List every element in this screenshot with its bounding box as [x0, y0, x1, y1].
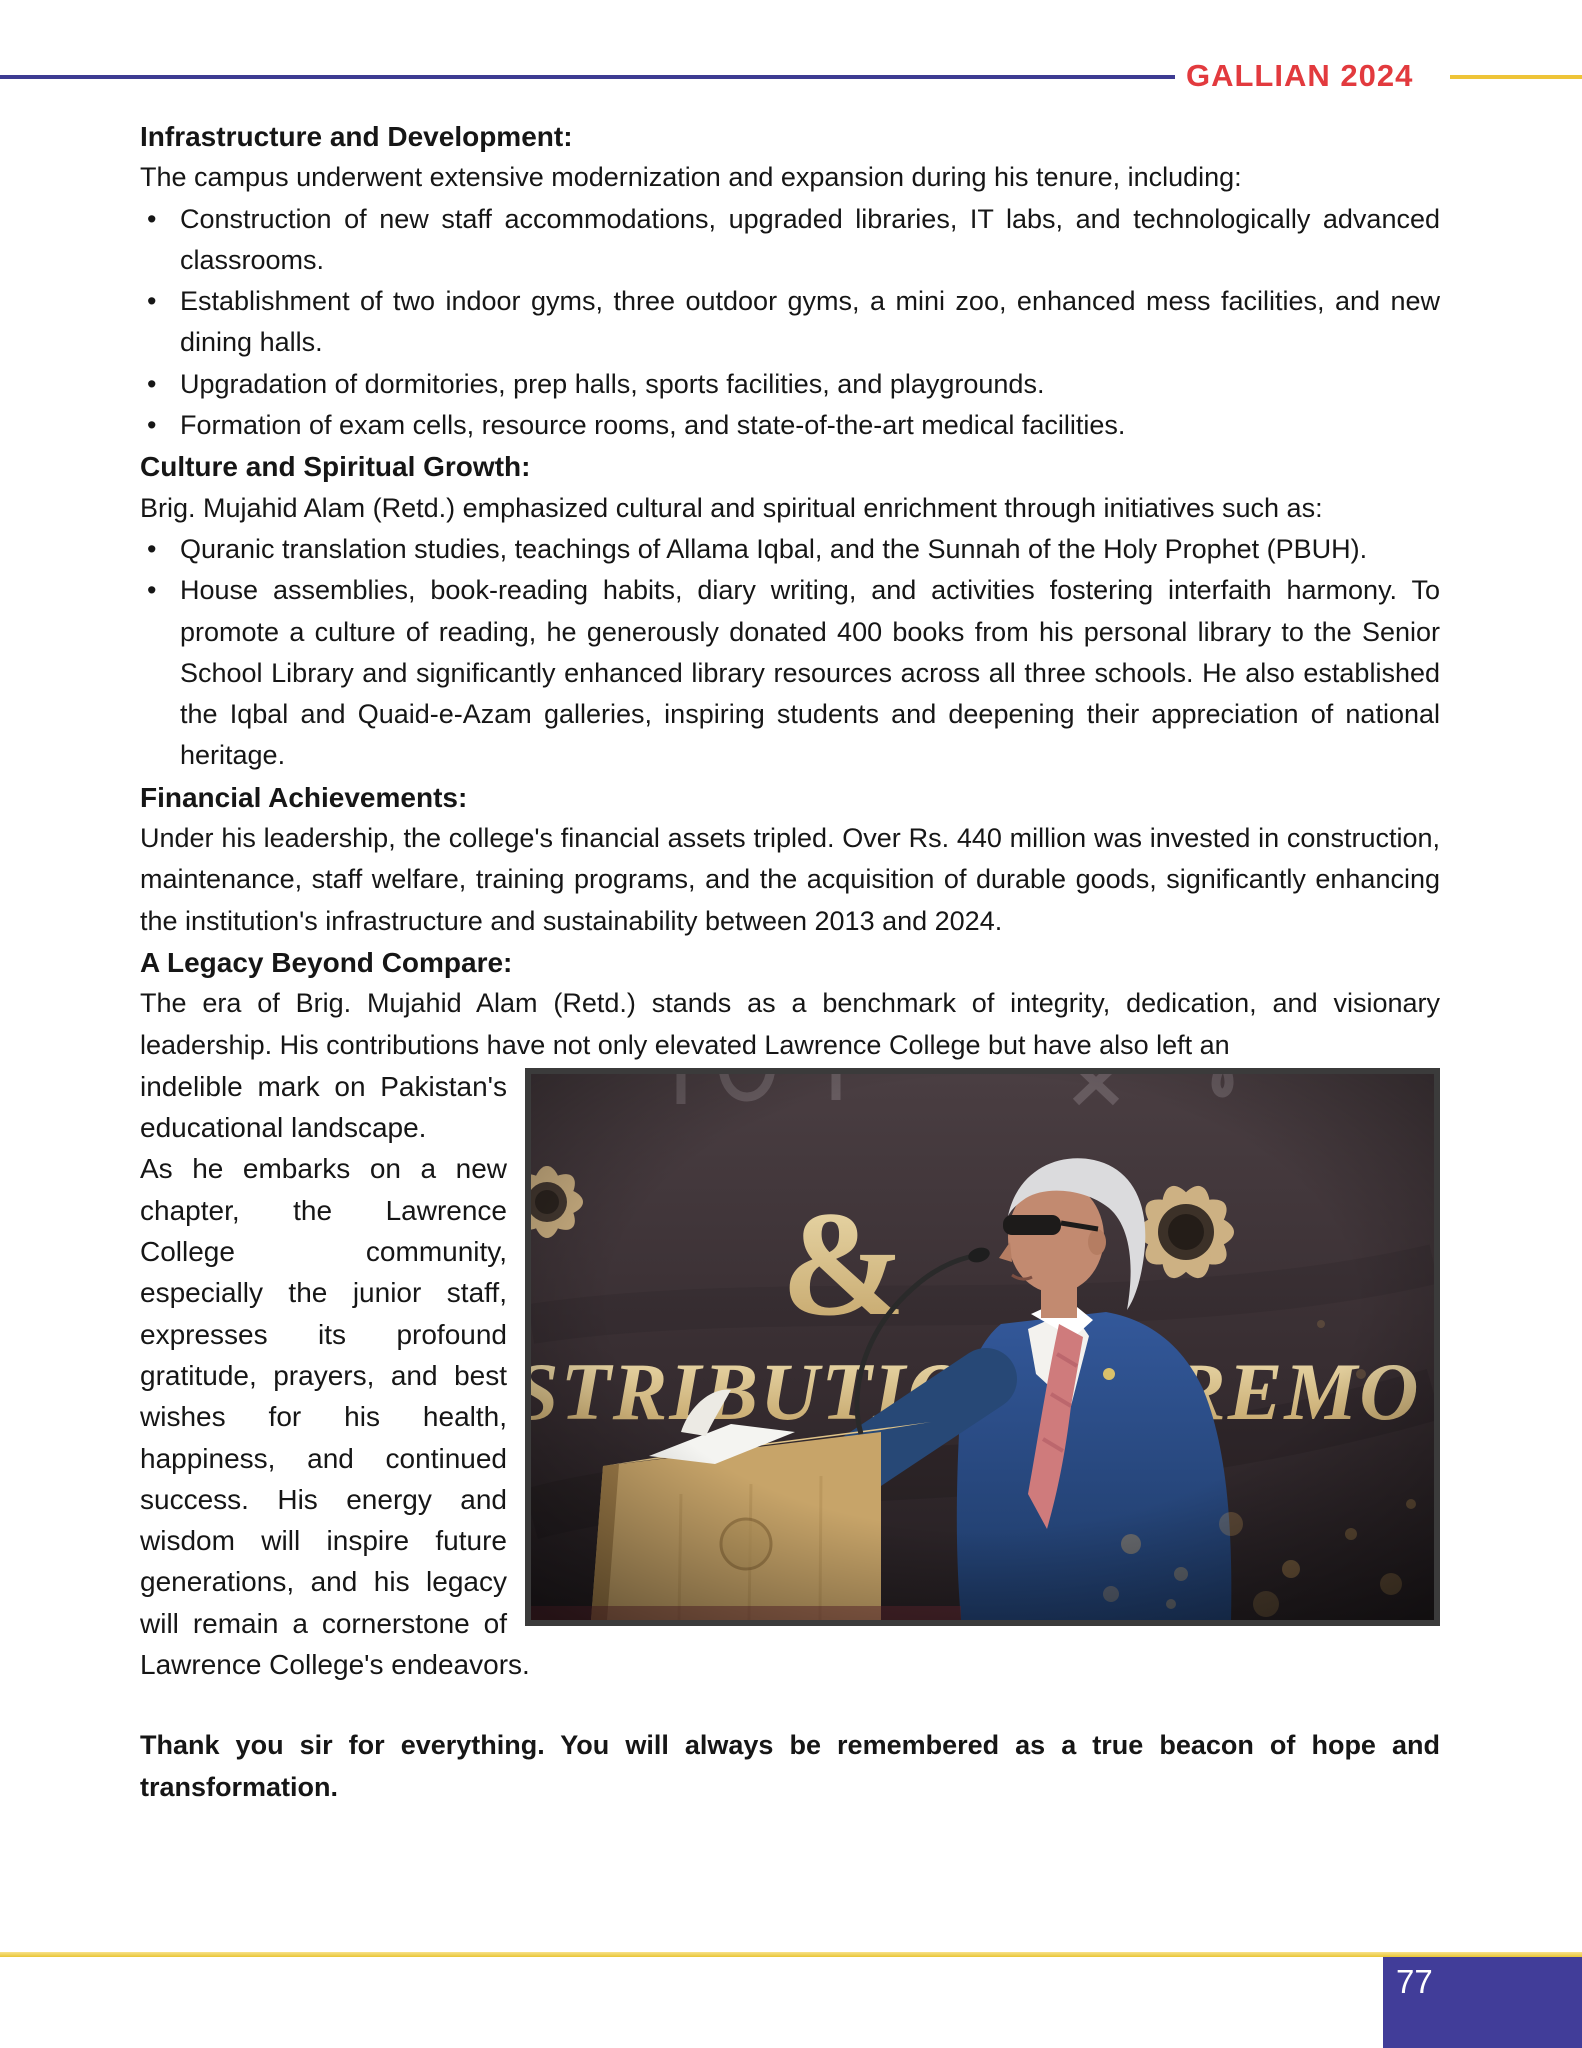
bullet-icon: •	[147, 286, 157, 317]
ceremony-photo-graphic	[531, 1074, 1434, 1620]
section-intro-culture: Brig. Mujahid Alam (Retd.) emphasized cultural and spiritual enrichment through initiatives such as:	[140, 492, 1323, 523]
list-item	[140, 281, 1440, 364]
header-rule-blue	[0, 75, 1175, 79]
section-heading-financial: Financial Achievements:	[140, 781, 468, 813]
page-number-badge	[1383, 1957, 1582, 2048]
list-item	[140, 364, 1440, 405]
legacy-wrap-paragraph-1: indelible mark on Pakistan's educational landscape.	[140, 1070, 507, 1144]
bullet-text: Construction of new staff accommodations, upgraded libraries, IT labs, and technologically advanced classrooms.	[180, 203, 1440, 275]
list-item	[140, 570, 1440, 776]
bullet-icon: •	[147, 533, 157, 564]
section-heading-infrastructure: Infrastructure and Development:	[140, 121, 573, 152]
page-title: GALLIAN 2024	[1186, 58, 1414, 93]
article-body	[140, 116, 1440, 1808]
legacy-wrap-paragraph-2: As he embarks on a new chapter, the Lawrence College community, especially the junior staff, expresses its profound gratitude, prayers, and best wishes for his health, happiness, and continued success. His energy and wisdom will inspire future generations, and his legacy will remain a cornerstone of Lawrence College's endeavors.	[140, 1153, 530, 1680]
list-item	[140, 199, 1440, 282]
bullet-icon: •	[147, 410, 157, 441]
list-item	[140, 529, 1440, 570]
bullet-text: Quranic translation studies, teachings of Allama Iqbal, and the Sunnah of the Holy Prophet (PBUH).	[180, 533, 1368, 564]
section-paragraph-financial: Under his leadership, the college's financial assets tripled. Over Rs. 440 million was invested in construction, maintenance, staff welfare, training programs, and the acquisition of durable goods, significantly enhancing the institution's infrastructure and sustainability between 2013 and 2024.	[140, 823, 1440, 936]
footer-rule-yellow	[0, 1952, 1582, 1957]
bullet-text: House assemblies, book-reading habits, diary writing, and activities fostering interfaith harmony. To promote a culture of reading, he generously donated 400 books from his personal library to the Senior School Library and significantly enhanced library resources across all three schools. He also established the Iqbal and Quaid-e-Azam galleries, inspiring students and deepening their appreciation of national heritage.	[180, 575, 1440, 771]
vignette	[531, 1074, 1434, 1620]
bullet-text: Upgradation of dormitories, prep halls, sports facilities, and playgrounds.	[180, 368, 1045, 399]
header-rule-yellow	[1450, 75, 1582, 79]
infrastructure-bullet-list	[140, 199, 1440, 447]
closing-paragraph: Thank you sir for everything. You will always be remembered as a true beacon of hope and transformation.	[140, 1730, 1440, 1802]
bullet-icon: •	[147, 203, 157, 234]
legacy-text-photo-wrap	[140, 1066, 1440, 1685]
page-number: 77	[1396, 1963, 1433, 2000]
bullet-text: Formation of exam cells, resource rooms, and state-of-the-art medical facilities.	[180, 410, 1126, 441]
bullet-icon: •	[147, 368, 157, 399]
section-heading-legacy: A Legacy Beyond Compare:	[140, 946, 513, 978]
section-heading-culture: Culture and Spiritual Growth:	[140, 451, 531, 483]
bullet-text: Establishment of two indoor gyms, three outdoor gyms, a mini zoo, enhanced mess facilities, and new dining halls.	[180, 286, 1440, 358]
bullet-icon: •	[147, 575, 157, 606]
section-intro-infrastructure: The campus underwent extensive modernization and expansion during his tenure, including:	[140, 162, 1242, 193]
ceremony-photo	[525, 1068, 1440, 1626]
culture-bullet-list	[140, 529, 1440, 777]
section-paragraph-legacy: The era of Brig. Mujahid Alam (Retd.) stands as a benchmark of integrity, dedication, and visionary leadership. His contributions have not only elevated Lawrence College but have also left an	[140, 988, 1440, 1060]
list-item	[140, 405, 1440, 446]
